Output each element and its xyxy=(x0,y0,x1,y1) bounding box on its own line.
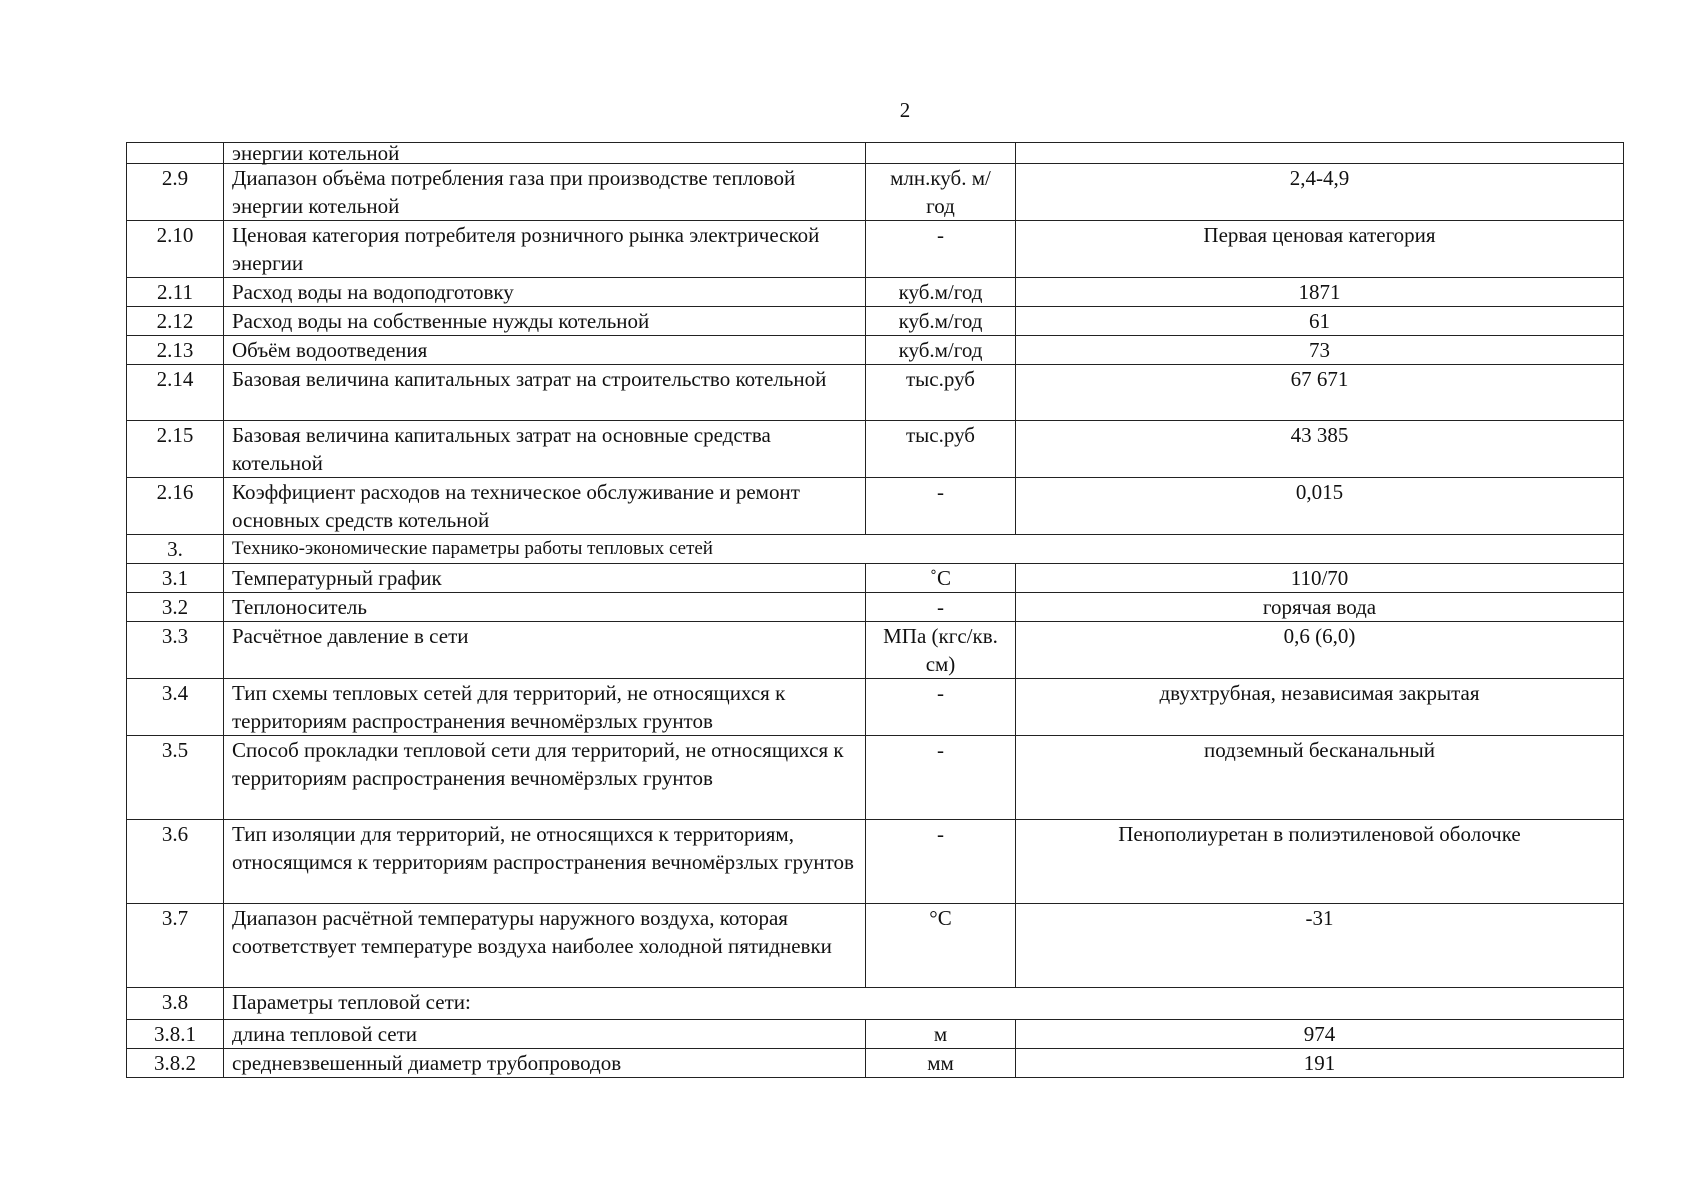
table-row xyxy=(127,679,1624,736)
row-value: 0,015 xyxy=(1016,478,1624,535)
table-row xyxy=(127,904,1624,988)
row-value: 1871 xyxy=(1016,278,1624,307)
row-unit: - xyxy=(866,820,1016,904)
table-row xyxy=(127,478,1624,535)
row-name: Способ прокладки тепловой сети для территорий, не относящихся к территориям распространения вечномёрзлых грунтов xyxy=(224,736,866,820)
row-number: 3.2 xyxy=(127,593,224,622)
row-value: горячая вода xyxy=(1016,593,1624,622)
row-value: 2,4-4,9 xyxy=(1016,164,1624,221)
section-row xyxy=(127,988,1624,1020)
row-name: длина тепловой сети xyxy=(224,1020,866,1049)
row-number: 2.12 xyxy=(127,307,224,336)
row-value: Пенополиуретан в полиэтиленовой оболочке xyxy=(1016,820,1624,904)
table-row xyxy=(127,421,1624,478)
row-value: 110/70 xyxy=(1016,564,1624,593)
row-number: 3.8.1 xyxy=(127,1020,224,1049)
row-number: 2.16 xyxy=(127,478,224,535)
row-name: Тип схемы тепловых сетей для территорий, не относящихся к территориям распространения вечномёрзлых грунтов xyxy=(224,679,866,736)
row-name: Теплоноситель xyxy=(224,593,866,622)
row-unit: - xyxy=(866,221,1016,278)
row-unit: - xyxy=(866,593,1016,622)
row-name: Диапазон расчётной температуры наружного воздуха, которая соответствует температуре воздуха наиболее холодной пятидневки xyxy=(224,904,866,988)
table-row xyxy=(127,336,1624,365)
row-name: средневзвешенный диаметр трубопроводов xyxy=(224,1049,866,1078)
row-unit: - xyxy=(866,679,1016,736)
row-name: Диапазон объёма потребления газа при производстве тепловой энергии котельной xyxy=(224,164,866,221)
row-number: 2.9 xyxy=(127,164,224,221)
row-value: 73 xyxy=(1016,336,1624,365)
parameters-table xyxy=(126,142,1624,1078)
row-value: Первая ценовая категория xyxy=(1016,221,1624,278)
page-number: 2 xyxy=(899,98,911,122)
row-number: 3.5 xyxy=(127,736,224,820)
row-number: 2.14 xyxy=(127,365,224,421)
row-value: подземный бесканальный xyxy=(1016,736,1624,820)
row-value: 191 xyxy=(1016,1049,1624,1078)
table-row xyxy=(127,820,1624,904)
row-value: 67 671 xyxy=(1016,365,1624,421)
table-row xyxy=(127,564,1624,593)
row-number: 2.13 xyxy=(127,336,224,365)
row-name: Базовая величина капитальных затрат на строительство котельной xyxy=(224,365,866,421)
row-unit xyxy=(866,143,1016,164)
row-value: 61 xyxy=(1016,307,1624,336)
row-value: 0,6 (6,0) xyxy=(1016,622,1624,679)
row-number: 2.11 xyxy=(127,278,224,307)
row-number xyxy=(127,143,224,164)
row-number: 3.4 xyxy=(127,679,224,736)
table-row xyxy=(127,736,1624,820)
row-name: Объём водоотведения xyxy=(224,336,866,365)
row-name: Расход воды на собственные нужды котельной xyxy=(224,307,866,336)
table-row xyxy=(127,1049,1624,1078)
row-number: 3.7 xyxy=(127,904,224,988)
row-unit: куб.м/год xyxy=(866,307,1016,336)
row-unit: куб.м/год xyxy=(866,336,1016,365)
row-unit: млн.куб. м/ год xyxy=(866,164,1016,221)
row-unit: куб.м/год xyxy=(866,278,1016,307)
row-number: 3.1 xyxy=(127,564,224,593)
row-value: -31 xyxy=(1016,904,1624,988)
row-name: энергии котельной xyxy=(224,143,866,164)
row-value: двухтрубная, независимая закрытая xyxy=(1016,679,1624,736)
table-row xyxy=(127,278,1624,307)
row-number: 3.6 xyxy=(127,820,224,904)
table-row xyxy=(127,593,1624,622)
table-row xyxy=(127,221,1624,278)
row-unit: - xyxy=(866,736,1016,820)
row-name: Коэффициент расходов на техническое обслуживание и ремонт основных средств котельной xyxy=(224,478,866,535)
row-value: 974 xyxy=(1016,1020,1624,1049)
table-row xyxy=(127,1020,1624,1049)
row-value: 43 385 xyxy=(1016,421,1624,478)
row-unit: ˚С xyxy=(866,564,1016,593)
table-row xyxy=(127,164,1624,221)
row-value xyxy=(1016,143,1624,164)
table-row xyxy=(127,307,1624,336)
section-title: Технико-экономические параметры работы тепловых сетей xyxy=(224,535,1624,564)
section-number: 3.8 xyxy=(127,988,224,1020)
row-name: Базовая величина капитальных затрат на основные средства котельной xyxy=(224,421,866,478)
row-unit: м xyxy=(866,1020,1016,1049)
row-number: 2.10 xyxy=(127,221,224,278)
row-number: 3.8.2 xyxy=(127,1049,224,1078)
row-name: Расход воды на водоподготовку xyxy=(224,278,866,307)
row-unit: тыс.руб xyxy=(866,365,1016,421)
row-name: Температурный график xyxy=(224,564,866,593)
row-unit: МПа (кгс/кв. см) xyxy=(866,622,1016,679)
row-name: Тип изоляции для территорий, не относящихся к территориям, относящимся к территориям распространения вечномёрзлых грунтов xyxy=(224,820,866,904)
row-unit: °С xyxy=(866,904,1016,988)
row-unit: мм xyxy=(866,1049,1016,1078)
row-unit: тыс.руб xyxy=(866,421,1016,478)
row-unit: - xyxy=(866,478,1016,535)
section-title: Параметры тепловой сети: xyxy=(224,988,1624,1020)
table-row xyxy=(127,365,1624,421)
table-row xyxy=(127,143,1624,164)
table-row xyxy=(127,622,1624,679)
row-number: 2.15 xyxy=(127,421,224,478)
row-number: 3.3 xyxy=(127,622,224,679)
row-name: Ценовая категория потребителя розничного рынка электрической энергии xyxy=(224,221,866,278)
section-number: 3. xyxy=(127,535,224,564)
row-name: Расчётное давление в сети xyxy=(224,622,866,679)
section-row xyxy=(127,535,1624,564)
